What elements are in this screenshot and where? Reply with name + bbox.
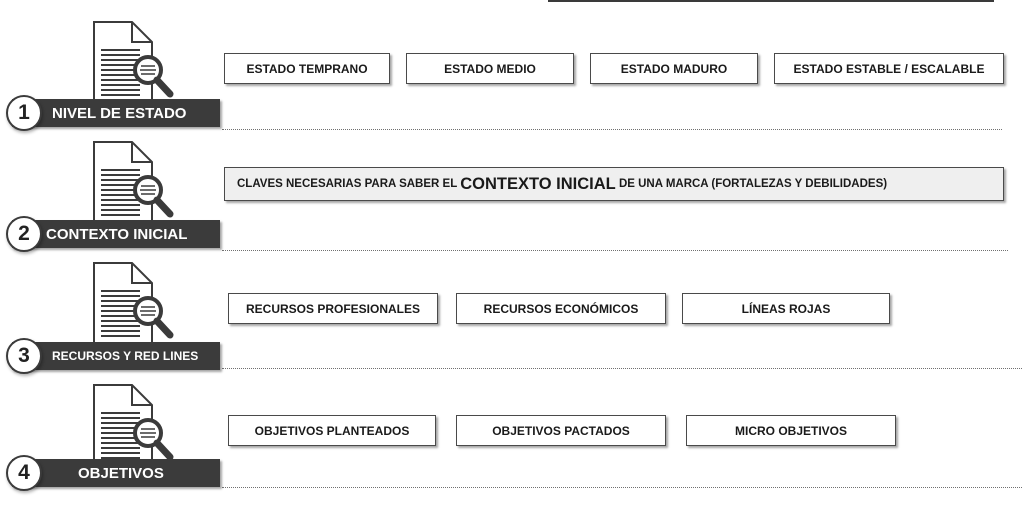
section-divider bbox=[222, 368, 1022, 369]
option-box: OBJETIVOS PLANTEADOS bbox=[228, 415, 436, 446]
section-title: OBJETIVOS bbox=[78, 465, 164, 482]
option-box: ESTADO MADURO bbox=[590, 53, 758, 84]
document-magnifier-icon bbox=[90, 140, 180, 226]
section-title: CONTEXTO INICIAL bbox=[46, 226, 188, 243]
option-box: RECURSOS PROFESIONALES bbox=[228, 293, 438, 324]
context-text-pre: CLAVES NECESARIAS PARA SABER EL bbox=[237, 178, 461, 190]
option-box: MICRO OBJETIVOS bbox=[686, 415, 896, 446]
section-number: 4 bbox=[6, 455, 42, 491]
option-box: ESTADO TEMPRANO bbox=[224, 53, 390, 84]
section-number: 1 bbox=[6, 95, 42, 131]
option-box: OBJETIVOS PACTADOS bbox=[456, 415, 666, 446]
context-text-post: DE UNA MARCA (FORTALEZAS Y DEBILIDADES) bbox=[615, 178, 888, 190]
context-text-highlight: CONTEXTO INICIAL bbox=[460, 174, 616, 193]
document-magnifier-icon bbox=[90, 383, 180, 469]
section-nivel-de-estado bbox=[0, 0, 1024, 124]
option-box: ESTADO MEDIO bbox=[406, 53, 574, 84]
section-title: NIVEL DE ESTADO bbox=[52, 105, 187, 122]
section-number: 2 bbox=[6, 216, 42, 252]
section-number: 3 bbox=[6, 338, 42, 374]
option-box: ESTADO ESTABLE / ESCALABLE bbox=[774, 53, 1004, 84]
section-contexto-inicial bbox=[0, 120, 1024, 245]
option-box: LÍNEAS ROJAS bbox=[682, 293, 890, 324]
section-recursos bbox=[0, 243, 1024, 367]
section-objetivos bbox=[0, 375, 1024, 495]
section-divider bbox=[222, 487, 1022, 488]
context-keys-box bbox=[224, 167, 1004, 201]
option-box: RECURSOS ECONÓMICOS bbox=[456, 293, 666, 324]
section-title: RECURSOS Y RED LINES bbox=[52, 349, 199, 363]
document-magnifier-icon bbox=[90, 261, 180, 347]
document-magnifier-icon bbox=[90, 20, 180, 106]
